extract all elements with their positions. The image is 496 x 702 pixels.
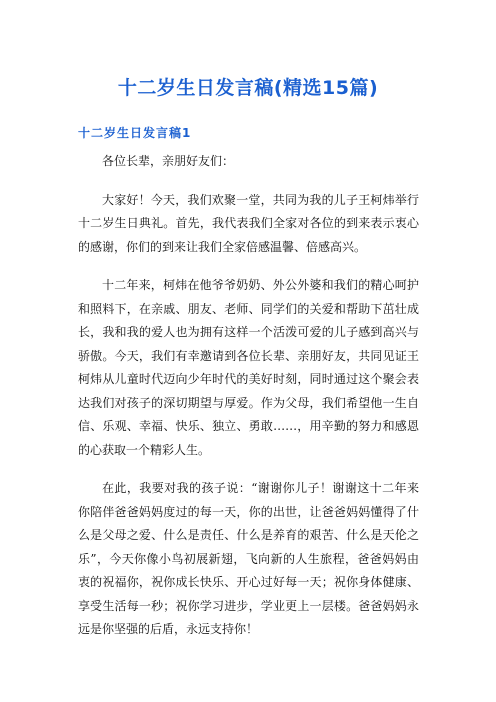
paragraph-welcome: 大家好！今天，我们欢聚一堂，共同为我的儿子王柯炜举行十二岁生日典礼。首先，我代表我们全家对各位的到来表示衷心的感谢，你们的到来让我们全家倍感温馨、倍感高兴。	[78, 192, 419, 254]
document-body	[78, 150, 419, 657]
document-title: 十二岁生日发言稿(精选15篇)	[117, 77, 379, 99]
paragraph-growth: 十二年来，柯炜在他爷爷奶奶、外公外婆和我们的精心呵护和照料下，在亲戚、朋友、老师、同学们的关爱和帮助下茁壮成长，我和我的爱人也为拥有这样一个活泼可爱的儿子感到高兴与骄傲。今天，我们有幸邀请到各位长辈、亲朋好友，共同见证王柯炜从儿童时代迈向少年时代的美好时刻，同时通过这个聚会表达我们对孩子的深切期望与厚爱。作为父母，我们希望他一生自信、乐观、幸福、快乐、独立、勇敢……，用辛勤的努力和感恩的心获取一个精彩人生。	[78, 278, 419, 457]
paragraph-greeting: 各位长辈，亲朋好友们：	[102, 154, 235, 168]
section-heading: 十二岁生日发言稿1	[78, 126, 192, 140]
paragraph-message-to-child: 在此，我要对我的孩子说：“谢谢你儿子！谢谢这十二年来你陪伴爸爸妈妈度过的每一天，你的出世，让爸爸妈妈懂得了什么是父母之爱、什么是责任、什么是养育的艰苦、什么是天伦之乐”，今天你像小鸟初展新翅，飞向新的人生旅程，爸爸妈妈由衷的祝福你，祝你成长快乐、开心过好每一天；祝你身体健康、享受生活每一秒；祝你学习进步，学业更上一层楼。爸爸妈妈永远是你坚强的后盾，永远支持你！	[78, 481, 419, 636]
